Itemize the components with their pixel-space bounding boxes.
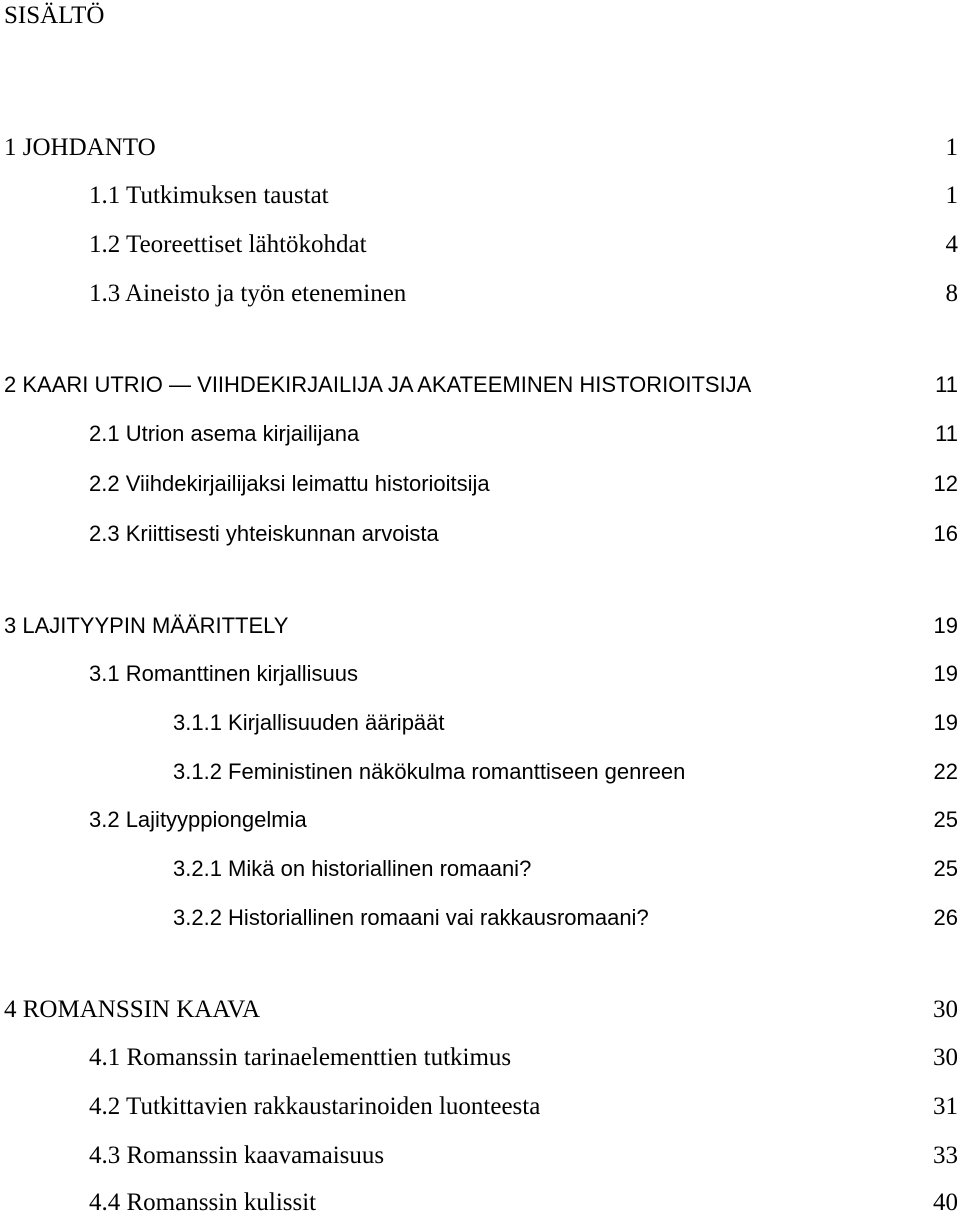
- toc-entry-label: 1 JOHDANTO: [4, 134, 156, 161]
- toc-entry-page: 19: [933, 710, 958, 735]
- toc-entry: [0, 278, 960, 310]
- toc-entry-page: 1: [945, 134, 958, 161]
- toc-entry: [0, 994, 960, 1026]
- toc-entry: [0, 658, 960, 690]
- toc-entry-page: 12: [933, 471, 958, 496]
- toc-entry: [0, 1091, 960, 1123]
- toc-entry: [0, 518, 960, 550]
- toc-entry: [0, 369, 960, 401]
- toc-entry-page: 11: [935, 421, 958, 446]
- toc-entry-page: 11: [935, 372, 958, 397]
- toc-entry-label: 2.1 Utrion asema kirjailijana: [89, 421, 360, 446]
- toc-entry: [0, 707, 960, 739]
- toc-entry: [0, 756, 960, 788]
- toc-entry-label: 1.3 Aineisto ja työn eteneminen: [89, 280, 407, 307]
- toc-entry-label: 3.2 Lajityyppiongelmia: [89, 807, 307, 832]
- toc-entry: [0, 853, 960, 885]
- toc-entry: [0, 1042, 960, 1074]
- toc-entry-label: 4.1 Romanssin tarinaelementtien tutkimus: [89, 1044, 512, 1071]
- toc-entry: [0, 418, 960, 450]
- toc-entry: [0, 610, 960, 642]
- toc-entry-page: 31: [933, 1093, 958, 1120]
- toc-entry-page: 8: [945, 280, 958, 307]
- toc-entry-label: 2 KAARI UTRIO — VIIHDEKIRJAILIJA JA AKATEEMINEN HISTORIOITSIJA: [4, 372, 752, 397]
- toc-entry-label: 4 ROMANSSIN KAAVA: [4, 996, 261, 1023]
- toc-entry: [0, 1140, 960, 1172]
- toc-entry-label: 4.4 Romanssin kulissit: [89, 1189, 317, 1216]
- toc-entry-label: 2.2 Viihdekirjailijaksi leimattu historioitsija: [89, 471, 490, 496]
- toc-entry-page: 22: [933, 759, 958, 784]
- toc-entry-page: 26: [933, 905, 958, 930]
- toc-entry-page: 30: [933, 1044, 958, 1071]
- toc-entry-page: 1: [945, 182, 958, 209]
- toc-entry-page: 19: [933, 613, 958, 638]
- toc-entry: [0, 804, 960, 836]
- toc-entry-label: 1.2 Teoreettiset lähtökohdat: [89, 231, 367, 258]
- toc-entry-label: 2.3 Kriittisesti yhteiskunnan arvoista: [89, 521, 439, 546]
- toc-entry: [0, 902, 960, 934]
- toc-entry-page: 4: [945, 231, 958, 258]
- toc-entry: [0, 468, 960, 500]
- toc-entry: [0, 180, 960, 212]
- toc-heading: SISÄLTÖ: [4, 2, 105, 29]
- toc-entry-page: 40: [933, 1189, 958, 1216]
- toc-entry-page: 30: [933, 996, 958, 1023]
- toc-entry-label: 3.2.1 Mikä on historiallinen romaani?: [173, 856, 532, 881]
- toc-entry: [0, 1187, 960, 1219]
- toc-entry-label: 3.2.2 Historiallinen romaani vai rakkausromaani?: [173, 905, 649, 930]
- toc-entry-page: 25: [933, 807, 958, 832]
- toc-entry-page: 25: [933, 856, 958, 881]
- toc-entry-label: 4.3 Romanssin kaavamaisuus: [89, 1142, 385, 1169]
- toc-entry-page: 19: [933, 661, 958, 686]
- toc-entry-label: 4.2 Tutkittavien rakkaustarinoiden luonteesta: [89, 1093, 541, 1120]
- toc-entry-page: 16: [933, 521, 958, 546]
- toc-entry: [0, 229, 960, 261]
- toc-entry-label: 3.1 Romanttinen kirjallisuus: [89, 661, 359, 686]
- toc-entry-label: 1.1 Tutkimuksen taustat: [89, 182, 329, 209]
- toc-entry: [0, 132, 960, 164]
- toc-entry-label: 3.1.1 Kirjallisuuden ääripäät: [173, 710, 445, 735]
- toc-entry-page: 33: [933, 1142, 958, 1169]
- toc-entry-label: 3.1.2 Feministinen näkökulma romanttiseen genreen: [173, 759, 686, 784]
- toc-entry-label: 3 LAJITYYPIN MÄÄRITTELY: [4, 613, 289, 638]
